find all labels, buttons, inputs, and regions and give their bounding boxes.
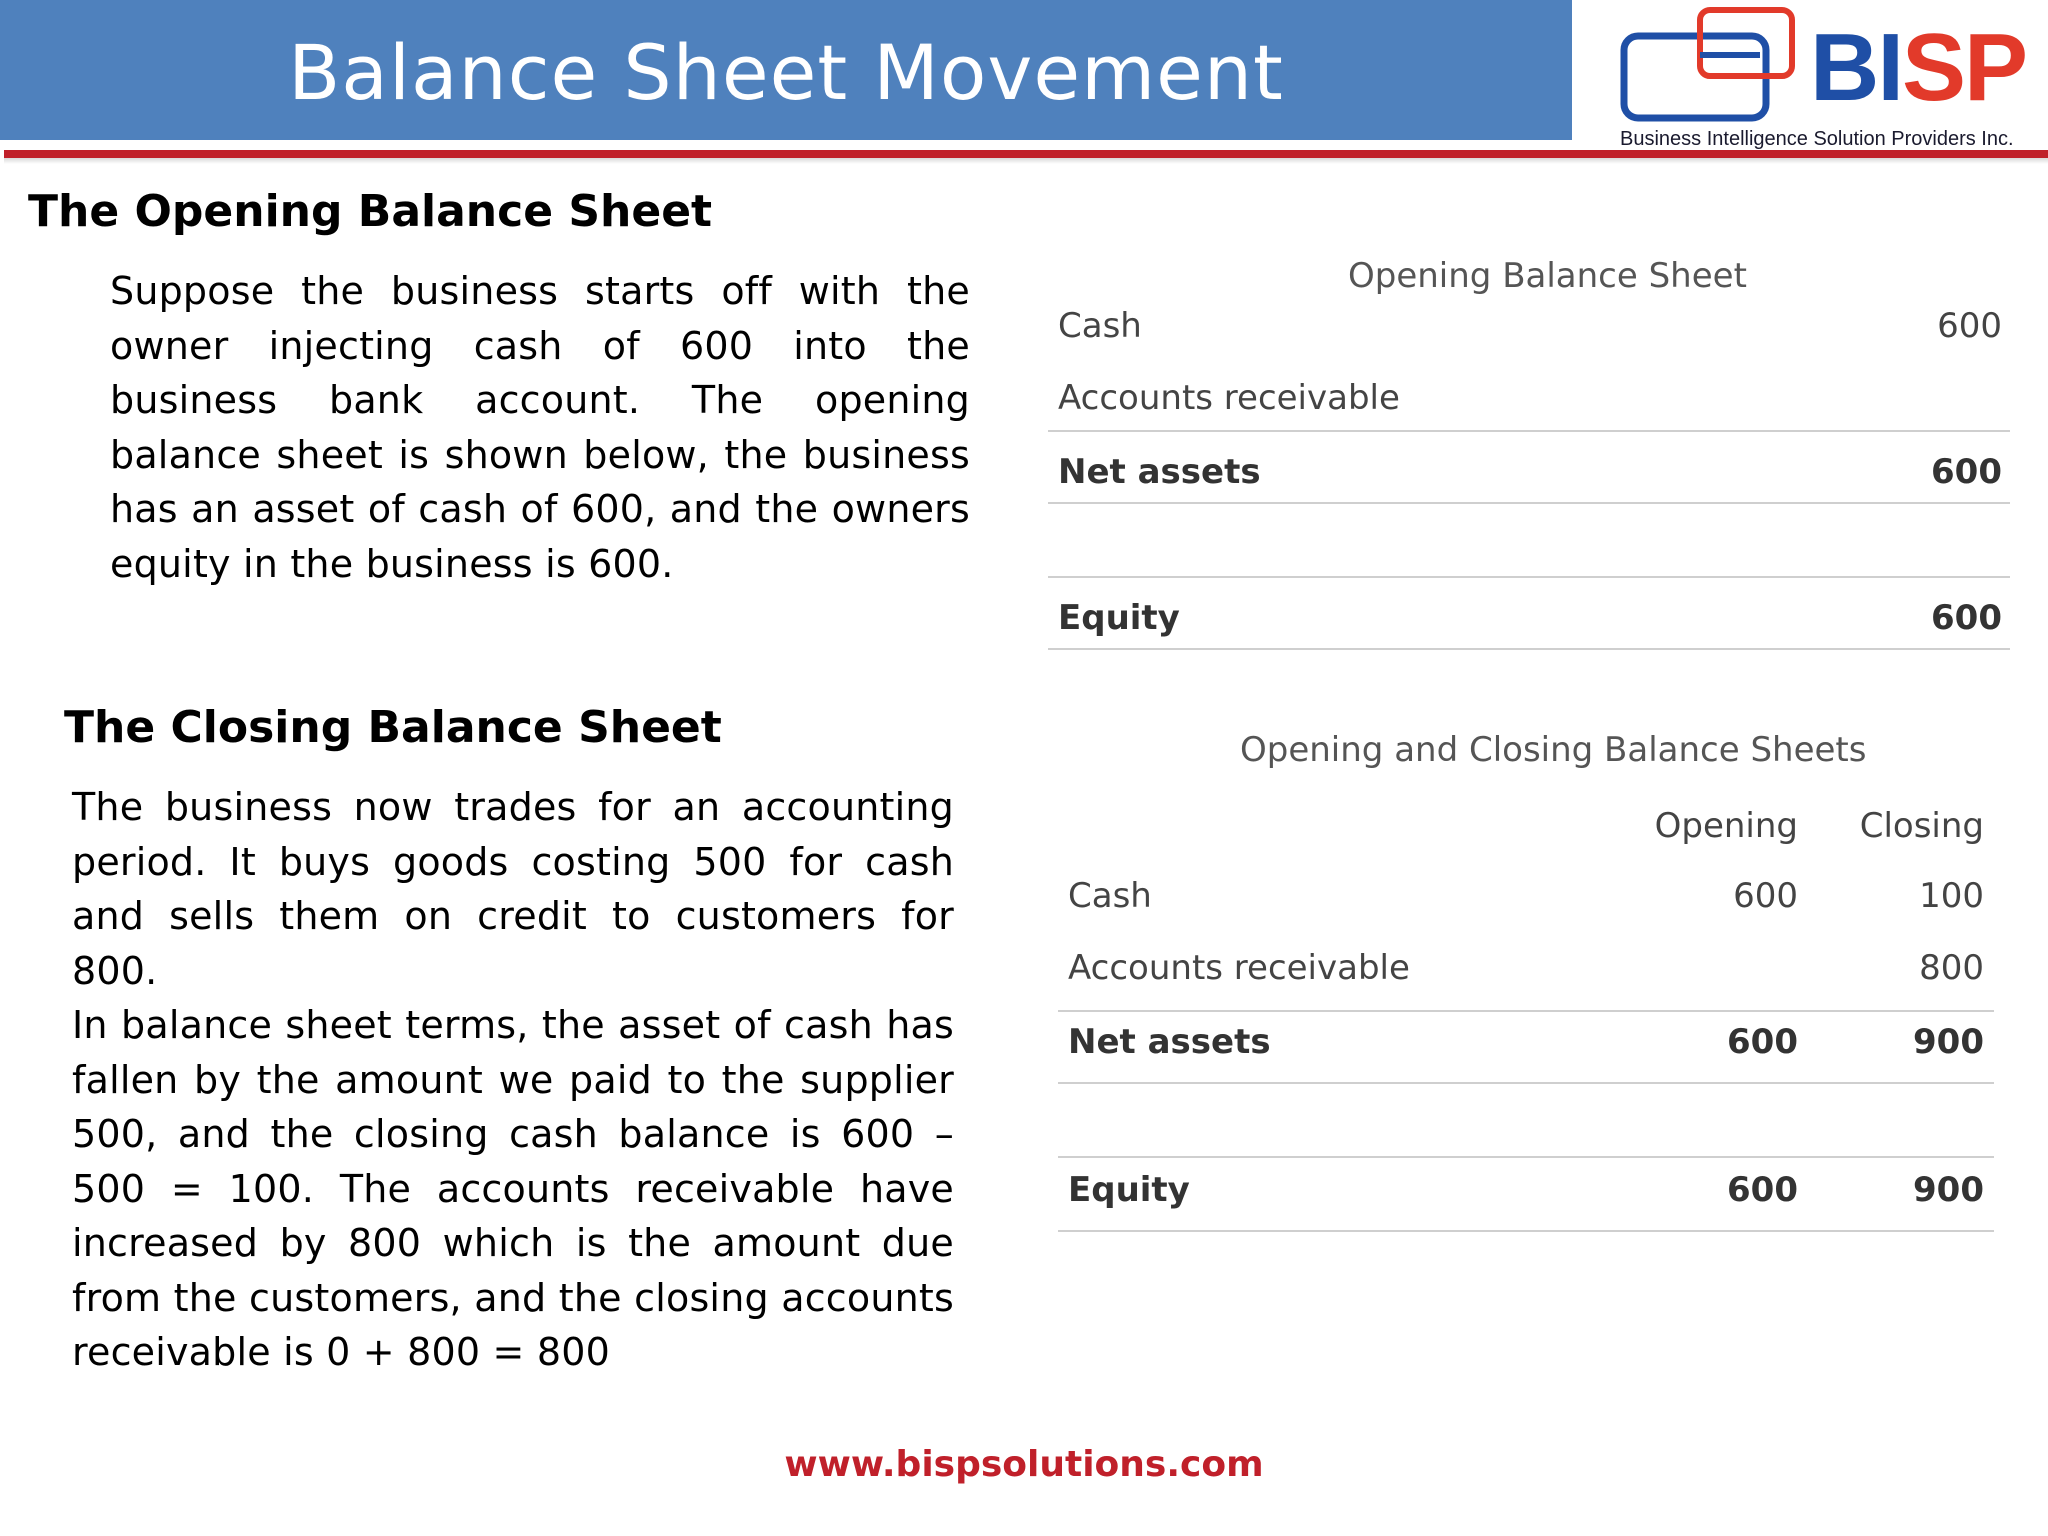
header-divider-shadow: [4, 158, 2048, 164]
footer-url: www.bispsolutions.com: [784, 1444, 1264, 1485]
opening-paragraph: Suppose the business starts off with the owner injecting cash of 600 into the business bank account. The opening balance sheet is shown below, the business has an asset of cash of 600, and the owners equity in the business is 600.: [110, 269, 970, 586]
comparison-table-caption: Opening and Closing Balance Sheets: [1240, 730, 1867, 770]
bisp-logo: [1620, 6, 2048, 152]
row-closing-value: 900: [1913, 1170, 1984, 1210]
closing-paragraph-1: The business now trades for an accounting period. It buys goods costing 500 for cash and sells them on credit to customers for 800.: [72, 785, 954, 993]
row-divider: [1048, 502, 2010, 504]
column-header-closing: Closing: [1859, 806, 1984, 846]
row-opening-value: 600: [1727, 1170, 1798, 1210]
logo-tagline: Business Intelligence Solution Providers Inc.: [1620, 128, 2014, 150]
logo-wordmark: [1810, 14, 2027, 121]
row-label: Equity: [1068, 1170, 1190, 1210]
table-header-row: [1058, 792, 1994, 864]
comparison-balance-table: [1058, 720, 1994, 1240]
row-divider: [1048, 576, 2010, 578]
logo-wordmark-bi: BI: [1810, 14, 1902, 121]
table-row: [1048, 292, 2010, 364]
column-header-opening: Opening: [1654, 806, 1798, 846]
row-divider: [1048, 430, 2010, 432]
row-divider: [1058, 1082, 1994, 1084]
slide-title: Balance Sheet Movement: [288, 28, 1284, 117]
row-label: Accounts receivable: [1068, 948, 1410, 988]
table-row: [1048, 438, 2010, 510]
row-closing-value: 800: [1919, 948, 1984, 988]
row-label: Accounts receivable: [1058, 378, 1400, 418]
row-opening-value: 600: [1727, 1022, 1798, 1062]
row-label: Net assets: [1068, 1022, 1271, 1062]
table-row: [1048, 506, 2010, 578]
opening-balance-table: [1048, 250, 2010, 660]
row-divider: [1048, 648, 2010, 650]
row-label: Equity: [1058, 598, 1180, 638]
closing-heading: The Closing Balance Sheet: [64, 702, 722, 753]
table-row: [1058, 1008, 1994, 1080]
table-row: [1048, 584, 2010, 656]
logo-squares-icon: [1620, 6, 1800, 126]
row-label: Net assets: [1058, 452, 1261, 492]
row-label: Cash: [1058, 306, 1142, 346]
row-value: 600: [1931, 598, 2002, 638]
row-label: Cash: [1068, 876, 1152, 916]
row-value: 600: [1937, 306, 2002, 346]
row-closing-value: 100: [1919, 876, 1984, 916]
table-row: [1048, 364, 2010, 436]
opening-heading: The Opening Balance Sheet: [28, 186, 713, 237]
row-divider: [1058, 1230, 1994, 1232]
table-row: [1058, 862, 1994, 934]
opening-table-caption: Opening Balance Sheet: [1348, 256, 1747, 296]
table-row: [1058, 1086, 1994, 1158]
row-value: 600: [1931, 452, 2002, 492]
row-opening-value: 600: [1733, 876, 1798, 916]
table-row: [1058, 1156, 1994, 1228]
closing-text: [72, 780, 954, 1380]
closing-paragraph-2: In balance sheet terms, the asset of cash has fallen by the amount we paid to the supplier 500, and the closing cash balance is 600 – 500 = 100. The accounts receivable have increased by 800 which is the amount due from the customers, and the closing accounts receivable is 0 + 800 = 800: [72, 1003, 954, 1374]
table-row: [1058, 934, 1994, 1006]
row-closing-value: 900: [1913, 1022, 1984, 1062]
logo-wordmark-sp: SP: [1902, 14, 2027, 121]
